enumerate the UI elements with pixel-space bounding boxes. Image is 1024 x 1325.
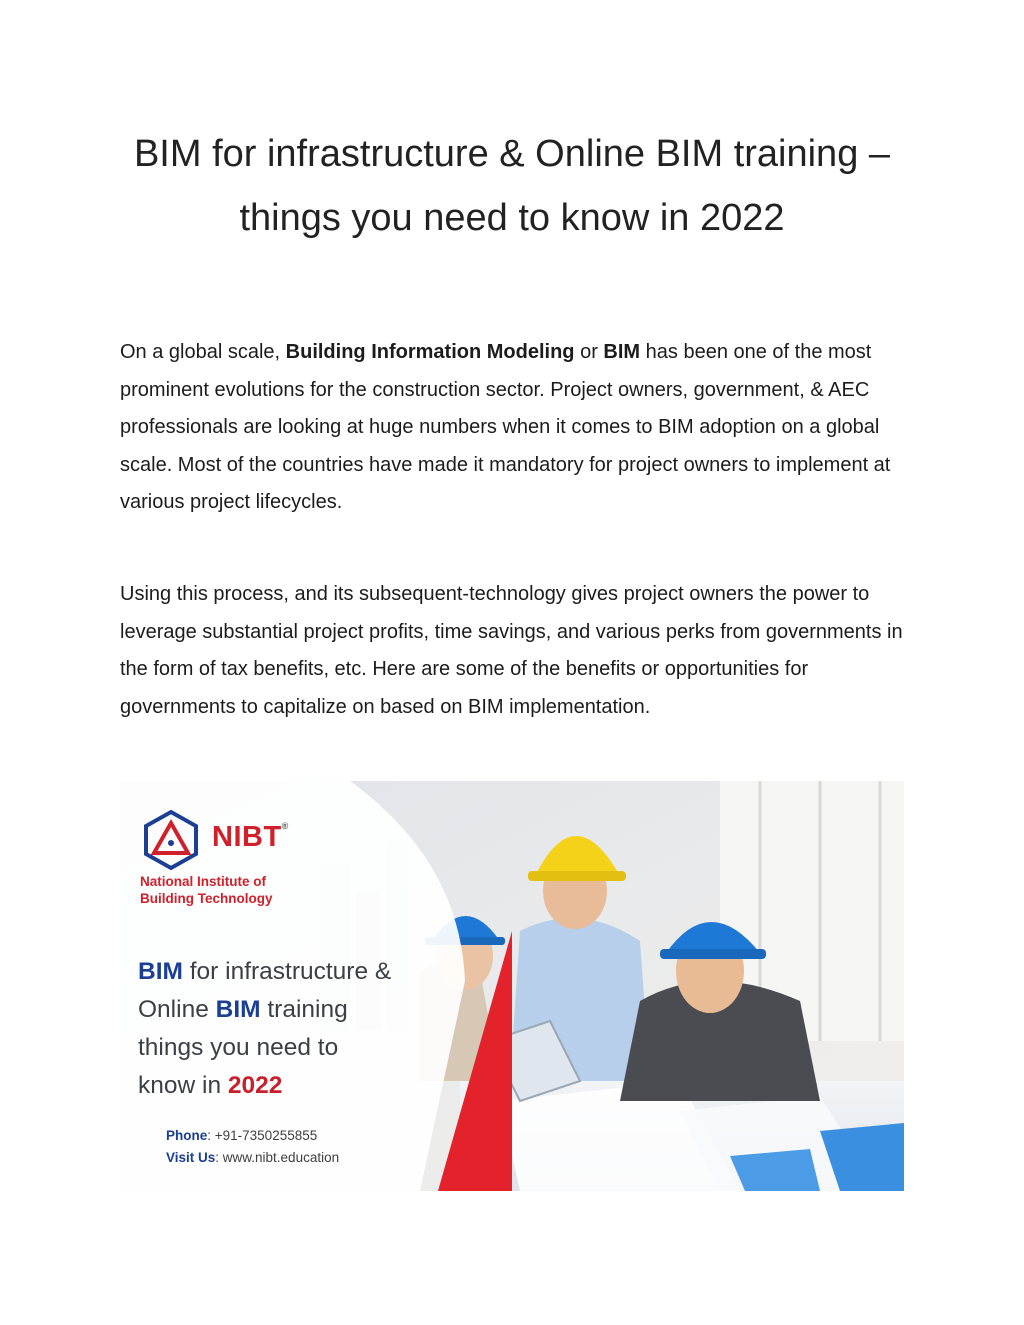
term-bim: BIM	[603, 341, 641, 363]
second-paragraph: Using this process, and its subsequent-technology gives project owners the power to leverage substantial project profits, time savings, and various perks from governments in the form of tax benefits, etc. Here are some of the benefits or opportunities for governments to capitalize on based on BIM implementation.	[120, 583, 903, 718]
website-line: Visit Us: www.nibt.education	[166, 1150, 340, 1165]
intro-paragraph: On a global scale, Building Information Modeling or BIM has been one of the most prominent evolutions for the construction sector. Project owners, government, & AEC professionals are looking at huge numbers when it comes to BIM adoption on a global scale. Most of the countries have made it mandatory for project owners to implement at various project lifecycles.	[120, 341, 891, 513]
phone-line: Phone: +91-7350255855	[166, 1128, 318, 1143]
promo-banner-image	[120, 781, 904, 1191]
banner-headline: BIM for infrastructure & Online BIM training things you need to know in 2022	[138, 958, 392, 1099]
page-title: BIM for infrastructure & Online BIM training – things you need to know in 2022	[133, 133, 891, 239]
banner-contact	[166, 1125, 339, 1169]
term-bim-full: Building Information Modeling	[285, 341, 575, 363]
nibt-logo-icon	[140, 809, 202, 871]
institute-name: National Institute of Building Technology	[140, 874, 273, 906]
brand-name: NIBT®	[212, 821, 289, 853]
